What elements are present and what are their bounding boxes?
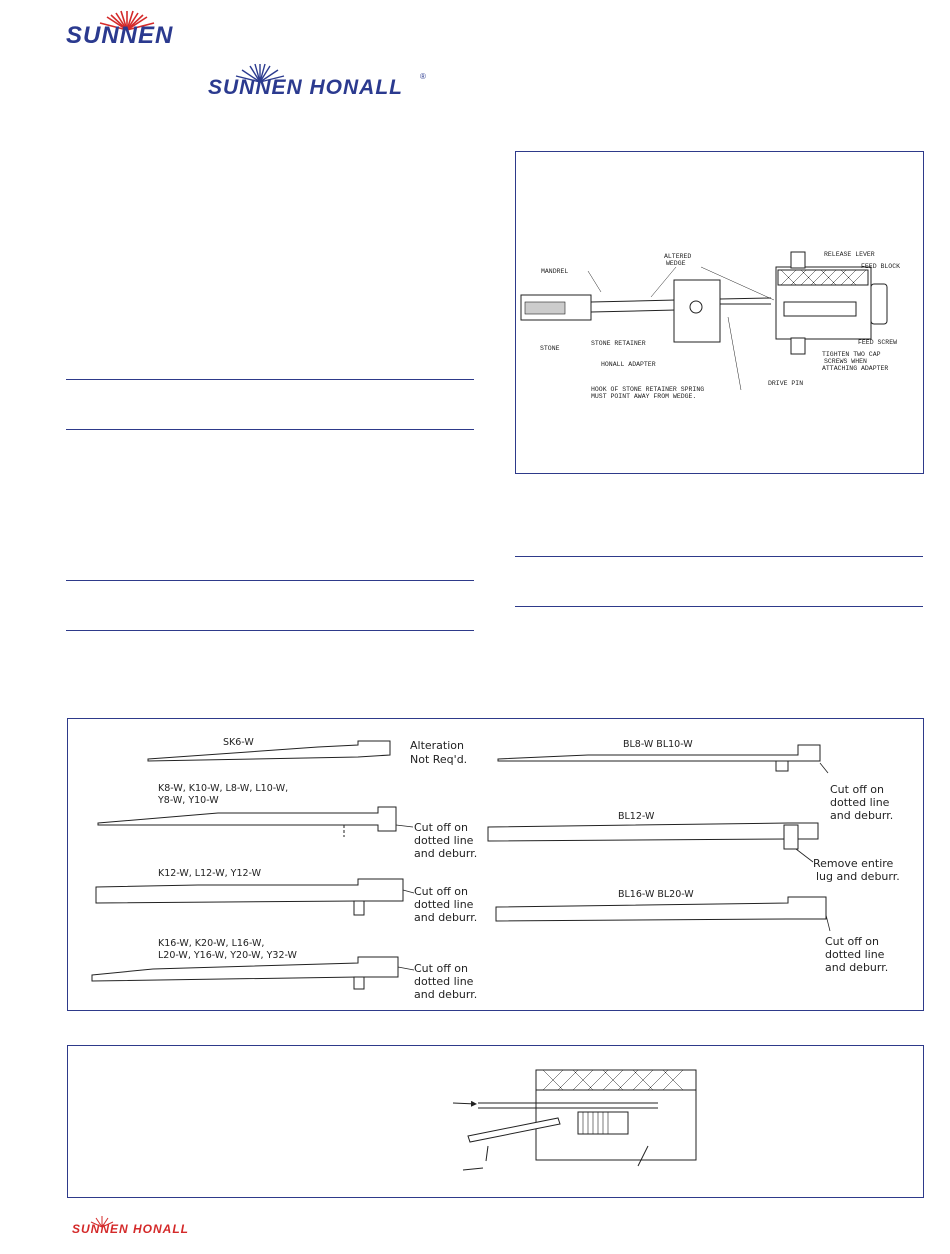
footer-logo-text: SUNNEN HONALL [72, 1222, 189, 1236]
note-bl8-3: and deburr. [830, 809, 894, 822]
label-stone-retainer: STONE RETAINER [591, 340, 646, 347]
note-sk6-1: Alteration [410, 739, 464, 752]
note-k8-2: dotted line [414, 834, 474, 847]
divider-rule [515, 606, 923, 607]
label-tighten-2: SCREWS WHEN [824, 358, 867, 365]
note-bl8-1: Cut off on [830, 783, 884, 796]
feed-block-drawing [68, 1046, 923, 1197]
label-feed-block: FEED BLOCK [861, 263, 901, 270]
code-k8-1: K8-W, K10-W, L8-W, L10-W, [158, 783, 289, 794]
note-k12-3: and deburr. [414, 911, 478, 924]
code-bl12: BL12-W [618, 811, 655, 822]
note-bl8-2: dotted line [830, 796, 890, 809]
divider-rule [66, 429, 474, 430]
label-tighten-3: ATTACHING ADAPTER [822, 365, 889, 372]
label-mandrel: MANDREL [541, 268, 569, 275]
divider-rule [66, 630, 474, 631]
note-k16-1: Cut off on [414, 962, 468, 975]
label-honall-adapter: HONALL ADAPTER [601, 361, 656, 368]
label-hook-note-1: HOOK OF STONE RETAINER SPRING [591, 386, 705, 393]
note-k8-3: and deburr. [414, 847, 478, 860]
label-altered: ALTERED [664, 253, 692, 260]
note-k12-2: dotted line [414, 898, 474, 911]
note-sk6-2: Not Req'd. [410, 753, 468, 766]
label-drive-pin: DRIVE PIN [768, 380, 804, 387]
wedge-bl16 [496, 897, 826, 921]
note-k8-1: Cut off on [414, 821, 468, 834]
wedge-bl12 [488, 823, 818, 841]
code-k12: K12-W, L12-W, Y12-W [158, 868, 261, 879]
label-tighten-1: TIGHTEN TWO CAP [822, 351, 881, 358]
sunnen-logo-text: SUNNEN [66, 22, 174, 49]
note-bl16-3: and deburr. [825, 961, 889, 974]
code-k16-1: K16-W, K20-W, L16-W, [158, 938, 265, 949]
note-bl12-2: lug and deburr. [816, 870, 900, 883]
label-stone: STONE [540, 345, 560, 352]
code-k16-2: L20-W, Y16-W, Y20-W, Y32-W [158, 950, 297, 961]
sunnen-honall-logo [208, 62, 430, 102]
wedge-k12 [96, 879, 403, 903]
note-k16-3: and deburr. [414, 988, 478, 1001]
code-sk6: SK6-W [223, 737, 254, 748]
feed-block-detail-figure [67, 1045, 924, 1198]
stone [525, 302, 565, 314]
note-bl16-2: dotted line [825, 948, 885, 961]
note-bl12-1: Remove entire [813, 857, 894, 870]
note-k16-2: dotted line [414, 975, 474, 988]
code-k8-2: Y8-W, Y10-W [158, 795, 219, 806]
label-release-lever: RELEASE LEVER [824, 251, 875, 258]
note-bl16-1: Cut off on [825, 935, 879, 948]
divider-rule [66, 379, 474, 380]
registered-mark: ® [420, 72, 426, 81]
wedge-alteration-figure [67, 718, 924, 1011]
code-bl16: BL16-W BL20-W [618, 889, 694, 900]
label-feed-screw: FEED SCREW [858, 339, 898, 346]
note-k12-1: Cut off on [414, 885, 468, 898]
adapter-assembly-figure [515, 151, 924, 474]
label-wedge: WEDGE [666, 260, 686, 267]
label-hook-note-2: MUST POINT AWAY FROM WEDGE. [591, 393, 697, 400]
wedge-k8 [98, 807, 396, 831]
divider-rule [66, 580, 474, 581]
feed-screw-knob [871, 284, 887, 324]
wedge-drawings [68, 719, 923, 1010]
divider-rule [515, 556, 923, 557]
code-bl8: BL8-W BL10-W [623, 739, 693, 750]
footer-logo [72, 1214, 189, 1240]
adapter-drawing [516, 152, 923, 473]
wedge-sk6 [148, 741, 390, 761]
sunnen-honall-logo-text: SUNNEN HONALL [208, 76, 403, 99]
sunnen-logo [66, 8, 188, 48]
